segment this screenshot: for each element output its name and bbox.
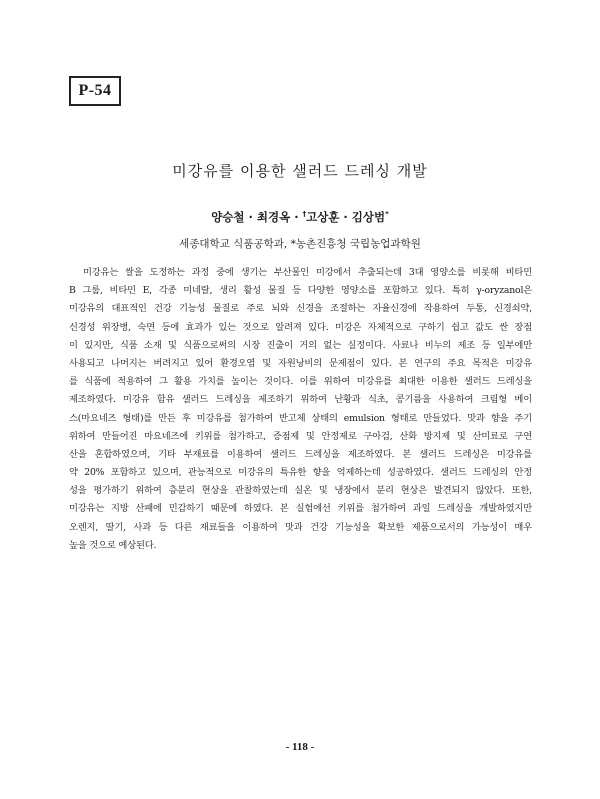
authors-second: 고상훈 · 김상범	[306, 210, 386, 224]
abstract-line: 높을 것으로 예상된다.	[69, 539, 157, 551]
abstract-line: 신경성 위장병, 숙면 등에 효과가 있는 것으로 알려져 있다. 미강은 자체적으로 구하기 쉽고 값도 싼 장점	[69, 321, 532, 333]
abstract-line: 성을 평가하기 위하여 층분리 현상을 관찰하였는데 실온 및 냉장에서 분리 현상은 발견되지 않았다. 또한,	[69, 485, 532, 497]
abstract-line: 제조하였다. 미강유 함유 샐러드 드레싱을 제조하기 위하여 난황과 식초, 콩기름을 사용하여 크림형 베이	[69, 394, 532, 406]
abstract-body	[69, 264, 532, 555]
abstract-line: 이 있지만, 식품 소재 및 식품으로써의 시장 진출이 거의 없는 실정이다. 사료나 비누의 제조 등 일부에만	[69, 339, 532, 351]
abstract-line: 산을 혼합하였으며, 기타 부재료를 이용하여 샐러드 드레싱을 제조하였다. 본 샐러드 드레싱은 미강유를	[69, 448, 532, 460]
abstract-line: 미강유는 지방 산패에 민감하기 때문에 하였다. 본 실험에선 키위를 첨가하여 과일 드레싱을 개발하였지만	[69, 503, 532, 515]
abstract-line: 를 식품에 적용하여 그 활용 가치를 높이는 것이다. 이를 위하여 미강유를 최대한 이용한 샐러드 드레싱을	[69, 376, 532, 388]
affiliation-mark: *	[385, 210, 389, 219]
affiliation: 세종대학교 식품공학과, *농촌진흥청 국립농업과학원	[179, 238, 421, 250]
author-list	[0, 209, 600, 225]
abstract-line: 오렌지, 딸기, 사과 등 다른 재료들을 이용하여 맛과 건강 기능성을 확보한 제품으로서의 가능성이 매우	[69, 521, 532, 533]
abstract-line: B 그룹, 비타민 E, 각종 미네랄, 생리 활성 물질 등 다양한 영양소를 포함하고 있다. 특히 γ-oryzanol은	[69, 285, 532, 297]
abstract-line: 미강유의 대표적인 건강 기능성 물질로 주로 뇌와 신경을 조절하는 자율신경에 작용하여 두통, 신경쇠약,	[69, 303, 532, 315]
abstract-line: 스(마요네즈 형태)를 만든 후 미강유를 첨가하여 반고체 상태의 emulsion 형태로 만들었다. 맛과 향을 주기	[69, 412, 532, 424]
corresponding-mark: †	[302, 210, 307, 219]
poster-id: P-54	[78, 82, 112, 99]
abstract-line: 약 20% 포함하고 있으며, 관능적으로 미강유의 특유한 향을 억제하는데 성공하였다. 샐러드 드레싱의 안정	[69, 467, 532, 479]
paper-title: 미강유를 이용한 샐러드 드레싱 개발	[172, 162, 428, 180]
page-number: - 118 -	[285, 741, 315, 753]
abstract-line: 미강유는 쌀을 도정하는 과정 중에 생기는 부산물인 미강에서 추출되는데 3대 영양소를 비롯해 비타민	[83, 267, 532, 278]
abstract-line: 위하여 만들어진 마요네즈에 키위를 첨가하고, 증점제 및 안정제로 구아검, 산화 방지제 및 산미료로 구연	[69, 430, 532, 442]
abstract-line: 사용되고 나머지는 버려지고 있어 환경오염 및 자원낭비의 문제점이 있다. 본 연구의 주요 목적은 미강유	[69, 357, 532, 369]
authors-first: 양승철 · 최경옥 ·	[211, 210, 303, 224]
poster-id-box	[69, 76, 121, 106]
